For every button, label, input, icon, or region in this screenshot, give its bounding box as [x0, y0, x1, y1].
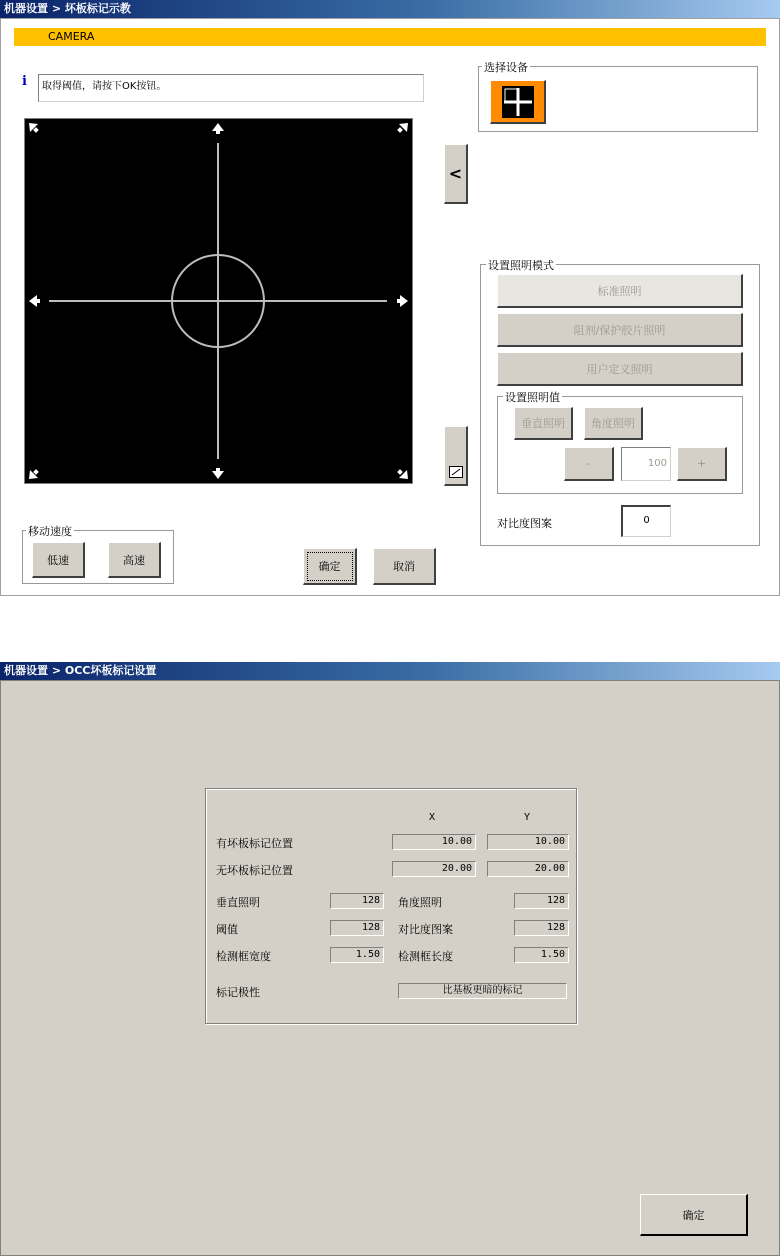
no-bad-mark-y-field	[487, 861, 569, 877]
high-speed-button[interactable]	[108, 542, 161, 578]
resist-lighting-button[interactable]	[497, 313, 743, 347]
contrast-value: 0	[643, 515, 650, 526]
arrow-down-icon	[212, 471, 224, 479]
crosshair	[49, 143, 387, 459]
camera-grid-icon	[502, 86, 534, 118]
bad-mark-x-field	[392, 834, 476, 850]
mark-polarity-label: 标记极性	[216, 986, 260, 999]
frame-length-value: 1.50	[540, 949, 565, 960]
info-message-box	[38, 74, 424, 102]
user-lighting-button[interactable]	[497, 352, 743, 386]
bad-mark-position-label: 有坏板标记位置	[216, 837, 293, 850]
no-bad-mark-x-field	[392, 861, 476, 877]
resist-lighting-label: 阻剂/保护胶片照明	[573, 323, 666, 337]
camera-banner	[14, 28, 766, 46]
select-device-label: 选择设备	[484, 61, 528, 74]
column-x-header: X	[429, 812, 436, 823]
bad-mark-x-value: 10.00	[441, 836, 472, 847]
arrow-up-icon	[212, 123, 224, 131]
threshold-field	[330, 920, 384, 936]
info-message: 取得阈值，请按下OK按钮。	[42, 81, 167, 92]
occ-window-title: 机器设置 > OCC坏板标记设置	[4, 664, 157, 677]
low-speed-button[interactable]	[32, 542, 85, 578]
cancel-label: 取消	[393, 560, 415, 573]
mark-polarity-field	[398, 983, 567, 999]
angle-light-button[interactable]	[584, 407, 643, 440]
low-speed-label: 低速	[47, 553, 69, 567]
high-speed-label: 高速	[123, 553, 145, 567]
threshold-label: 阈值	[216, 923, 238, 936]
move-speed-label: 移动速度	[28, 525, 72, 538]
plus-icon: +	[696, 457, 707, 470]
mark-polarity-value: 比基板更暗的标记	[442, 985, 523, 996]
angle-light-field	[514, 893, 569, 909]
window-title-bar	[0, 0, 780, 18]
occ-ok-button[interactable]	[640, 1194, 748, 1236]
threshold-value: 128	[361, 922, 380, 933]
frame-width-label: 检测框宽度	[216, 950, 271, 963]
vertical-light-field	[330, 893, 384, 909]
no-bad-mark-position-label: 无坏板标记位置	[216, 864, 293, 877]
contrast-label: 对比度图案	[497, 517, 552, 530]
angle-light-label: 角度照明	[591, 417, 635, 430]
bad-mark-y-field	[487, 834, 569, 850]
no-bad-mark-x-value: 20.00	[441, 863, 472, 874]
light-value-input[interactable]	[621, 447, 671, 481]
chevron-left-icon: <	[448, 164, 463, 183]
angle-light-value: 128	[546, 895, 565, 906]
no-bad-mark-y-value: 20.00	[534, 863, 565, 874]
contrast-input[interactable]	[621, 505, 671, 537]
occ-title-bar	[0, 662, 780, 680]
arrow-left-icon	[29, 295, 37, 307]
frame-length-field	[514, 947, 569, 963]
bad-mark-y-value: 10.00	[534, 836, 565, 847]
light-value: 100	[647, 458, 667, 469]
vertical-light-value: 128	[361, 895, 380, 906]
frame-width-field	[330, 947, 384, 963]
edit-icon	[449, 466, 463, 478]
collapse-panel-button[interactable]	[444, 144, 468, 204]
frame-width-value: 1.50	[355, 949, 380, 960]
minus-icon: -	[586, 457, 591, 470]
angle-light-label: 角度照明	[398, 896, 442, 909]
standard-lighting-button[interactable]	[497, 274, 743, 308]
info-icon: i	[22, 74, 27, 89]
ok-label: 确定	[318, 560, 341, 573]
vertical-light-label: 垂直照明	[521, 417, 565, 430]
arrow-right-icon	[400, 295, 408, 307]
increase-button[interactable]	[677, 447, 727, 481]
cancel-button[interactable]	[373, 548, 436, 585]
contrast-pattern-value: 128	[546, 922, 565, 933]
standard-lighting-label: 标准照明	[597, 284, 642, 298]
camera-device-button[interactable]	[490, 80, 546, 124]
column-y-header: Y	[524, 812, 531, 823]
user-lighting-label: 用户定义照明	[586, 362, 653, 376]
camera-banner-label: CAMERA	[48, 30, 95, 43]
contrast-pattern-label: 对比度图案	[398, 923, 453, 936]
vertical-light-button[interactable]	[514, 407, 573, 440]
contrast-pattern-field	[514, 920, 569, 936]
window-title: 机器设置 > 坏板标记示教	[4, 2, 131, 15]
lighting-mode-label: 设置照明模式	[488, 259, 554, 272]
ok-button[interactable]	[303, 548, 357, 585]
vertical-light-label: 垂直照明	[216, 896, 260, 909]
edit-button[interactable]	[444, 426, 468, 486]
frame-length-label: 检测框长度	[398, 950, 453, 963]
lighting-value-label: 设置照明值	[505, 391, 560, 404]
camera-view[interactable]	[24, 118, 413, 484]
decrease-button[interactable]	[564, 447, 614, 481]
occ-ok-label: 确定	[682, 1208, 705, 1222]
